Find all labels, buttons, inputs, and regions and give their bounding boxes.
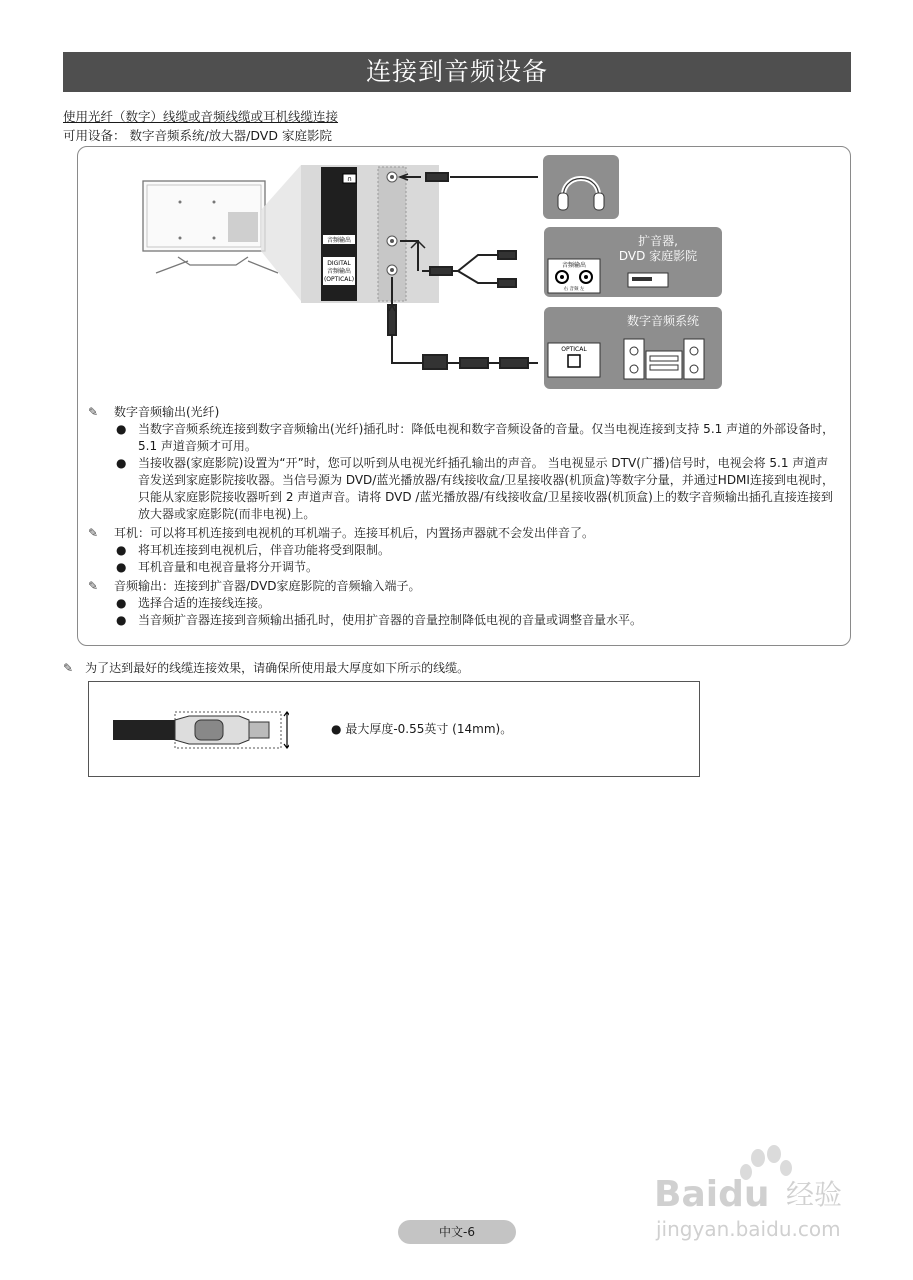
connection-panel bbox=[77, 146, 851, 646]
bullet-dot: ● bbox=[116, 543, 127, 557]
note-audio-out: ✎ 音频输出：连接到扩音器/DVD家庭影院的音频输入端子。 bbox=[88, 579, 421, 593]
amp-port-label: 音频输出 bbox=[561, 262, 587, 269]
bullet-item: ● 选择合适的连接线连接。 bbox=[116, 596, 271, 610]
bullet-item: ● 耳机音量和电视音量将分开调节。 bbox=[116, 560, 319, 574]
panel-label-digital: DIGITAL bbox=[327, 260, 351, 267]
panel-label-audio-out: 音频输出 bbox=[326, 237, 352, 244]
page-title: 连接到音频设备 bbox=[63, 52, 851, 92]
page-number: 中文-6 bbox=[398, 1220, 516, 1244]
bullet-dot: ● bbox=[116, 456, 127, 470]
amp-title-line1: 扩音器, bbox=[638, 234, 678, 248]
pencil-icon: ✎ bbox=[88, 526, 99, 540]
bullet-item: ● 当接收器(家庭影院)设置为“开”时，您可以听到从电视光纤插孔输出的声音。 当电视显示 DTV(广播)信号时，电视会将 5.1 声道声音发送到家庭影院接收器。当信号源为 DVD/蓝光播放器/有线接收盒/卫星接收器(机顶盒)等数字分量，并通过HDMI连接到电视时，只能从家庭影院接收器听到 2 声道声音。请将 DVD /蓝光播放器/有线接收盒/卫星接收器(机顶盒)上的数字音频输出插孔直接连接到放大器或家庭影院(而非电视)上。 bbox=[116, 456, 834, 521]
notes-list bbox=[88, 402, 843, 629]
pencil-icon: ✎ bbox=[63, 661, 74, 675]
panel-label-digital-sub1: 音频输出 bbox=[326, 268, 352, 275]
note-headphone: ✎ 耳机：可以将耳机连接到电视机的耳机端子。连接耳机后，内置扬声器就不会发出伴音了。 bbox=[88, 526, 595, 540]
note-digital-audio-out: ✎ 数字音频输出(光纤) bbox=[88, 405, 220, 419]
bullet-item: ● 当音频扩音器连接到音频输出插孔时，使用扩音器的音量控制降低电视的音量或调整音量水平。 bbox=[116, 613, 643, 627]
cable-thickness-note: ✎ 为了达到最好的线缆连接效果，请确保所使用最大厚度如下所示的线缆。 bbox=[63, 661, 470, 675]
svg-text:∩: ∩ bbox=[346, 175, 353, 183]
watermark-line1-cn: 经验 bbox=[786, 1178, 843, 1211]
bullet-dot: ● bbox=[331, 722, 342, 736]
bullet-dot: ● bbox=[116, 613, 127, 627]
tv-port-panel bbox=[301, 165, 439, 303]
pencil-icon: ✎ bbox=[88, 579, 99, 593]
amplifier-device bbox=[544, 227, 722, 297]
panel-label-digital-sub2: (OPTICAL) bbox=[323, 276, 355, 283]
amp-title-line2: DVD 家庭影院 bbox=[618, 249, 698, 263]
available-devices: 可用设备： 数字音频系统/放大器/DVD 家庭影院 bbox=[63, 128, 332, 143]
section-subtitle: 使用光纤（数字）线缆或音频线缆或耳机线缆连接 bbox=[63, 109, 339, 124]
cable-thickness-box bbox=[88, 681, 700, 777]
bullet-item: ● 当数字音频系统连接到数字音频输出(光纤)插孔时：降低电视和数字音频设备的音量。仅当电视连接到支持 5.1 声道的外部设备时，5.1 声道音频才可用。 bbox=[116, 422, 835, 453]
amp-port-sub: 右 音频 左 bbox=[563, 287, 585, 292]
optical-label: OPTICAL bbox=[561, 346, 587, 353]
cable-illustration bbox=[89, 682, 289, 776]
pencil-icon: ✎ bbox=[88, 405, 99, 419]
connection-diagram bbox=[138, 155, 798, 400]
headphones-device bbox=[543, 155, 619, 219]
watermark-line1: Baidu bbox=[654, 1174, 770, 1215]
digital-title: 数字音频系统 bbox=[626, 314, 700, 328]
baidu-watermark bbox=[648, 1138, 868, 1248]
cable-max-thickness: ● 最大厚度-0.55英寸 (14mm)。 bbox=[331, 722, 513, 736]
digital-audio-system-device bbox=[544, 307, 722, 389]
watermark-line2: jingyan.baidu.com bbox=[656, 1217, 841, 1241]
bullet-dot: ● bbox=[116, 596, 127, 610]
bullet-dot: ● bbox=[116, 560, 127, 574]
tv-back-illustration bbox=[143, 165, 301, 301]
bullet-item: ● 将耳机连接到电视机后，伴音功能将受到限制。 bbox=[116, 543, 391, 557]
bullet-dot: ● bbox=[116, 422, 127, 436]
